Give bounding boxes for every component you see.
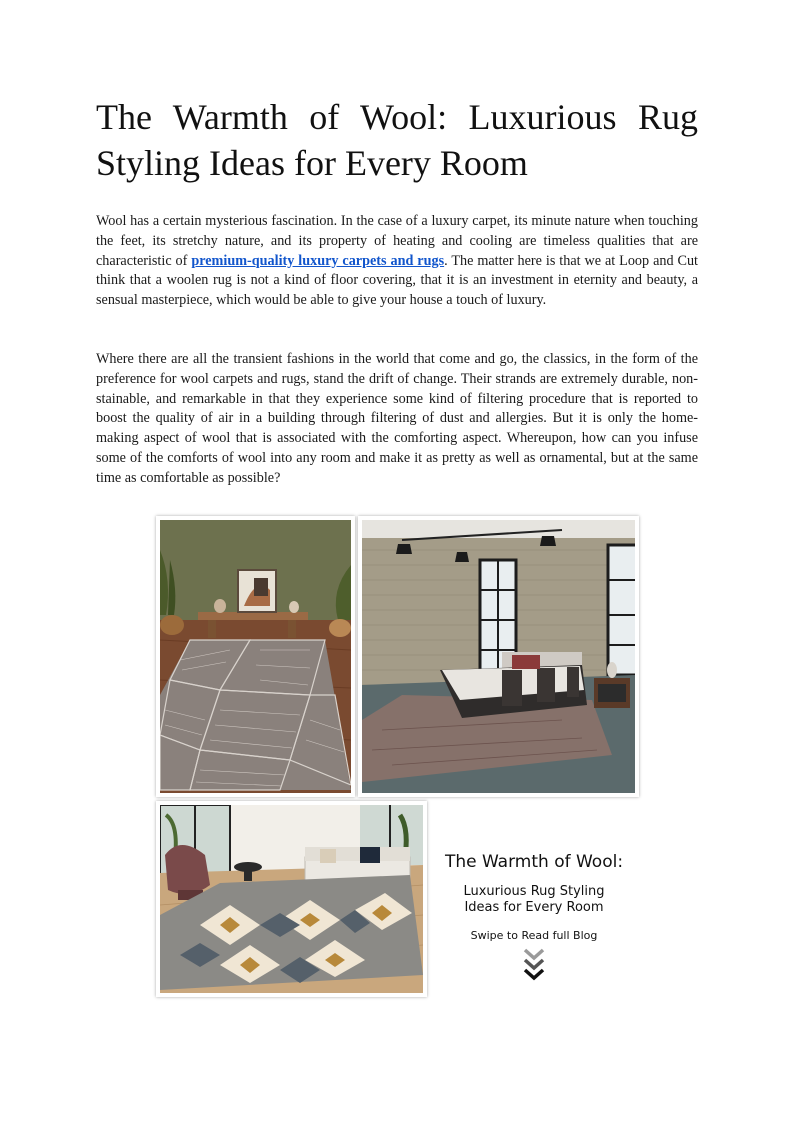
- intro-text-start: Wool has a certain mysterious fascination. In the case of a luxury carpet, its minute nature when touching the feet, its stretchy nature, and its property of heating and cooling are timeless qualities that are characteristic of: [96, 213, 698, 269]
- double-chevron-down-icon[interactable]: [522, 947, 546, 981]
- article-title: The Warmth of Wool: Luxurious Rug Styling Ideas for Every Room: [96, 97, 698, 183]
- promo-subtitle: [436, 884, 632, 916]
- second-paragraph: Where there are all the transient fashions in the world that come and go, the classics, in the form of the preference for wool carpets and rugs, stand the drift of change. Their strands are extremely durable, non-stainable, and remarkable in that they experience some kind of filtering procedure that is reported to boost the quality of air in a building through filtering of dust and allergies. But it is only the home-making aspect of wool that is associated with the comforting aspect. Whereupon, how can you infuse some of the comforts of wool into any room and make it as pretty as well as ornamental, but at the same time as comfortable as possible?: [96, 351, 698, 486]
- intro-text-end: . The matter here is that we at Loop and Cut think that a woolen rug is not a kind of floor covering, that it is an investment in eternity and beauty, a sensual masterpiece, which would be able to give your house a touch of luxury.: [96, 252, 698, 309]
- promo-subtitle-line2: Ideas for Every Room: [464, 900, 604, 915]
- promo-title: The Warmth of Wool:: [444, 852, 624, 872]
- loft-bedroom-photo: [358, 516, 639, 797]
- read-full-blog-link[interactable]: Swipe to Read full Blog: [470, 929, 598, 942]
- luxury-carpets-link[interactable]: premium-quality luxury carpets and rugs: [191, 252, 445, 269]
- blog-promo-card: [436, 850, 632, 981]
- promo-subtitle-line1: Luxurious Rug Styling: [463, 884, 605, 899]
- intro-paragraph: [96, 212, 698, 311]
- geometric-rug-photo: [156, 516, 355, 797]
- living-room-rug-photo: [156, 801, 427, 997]
